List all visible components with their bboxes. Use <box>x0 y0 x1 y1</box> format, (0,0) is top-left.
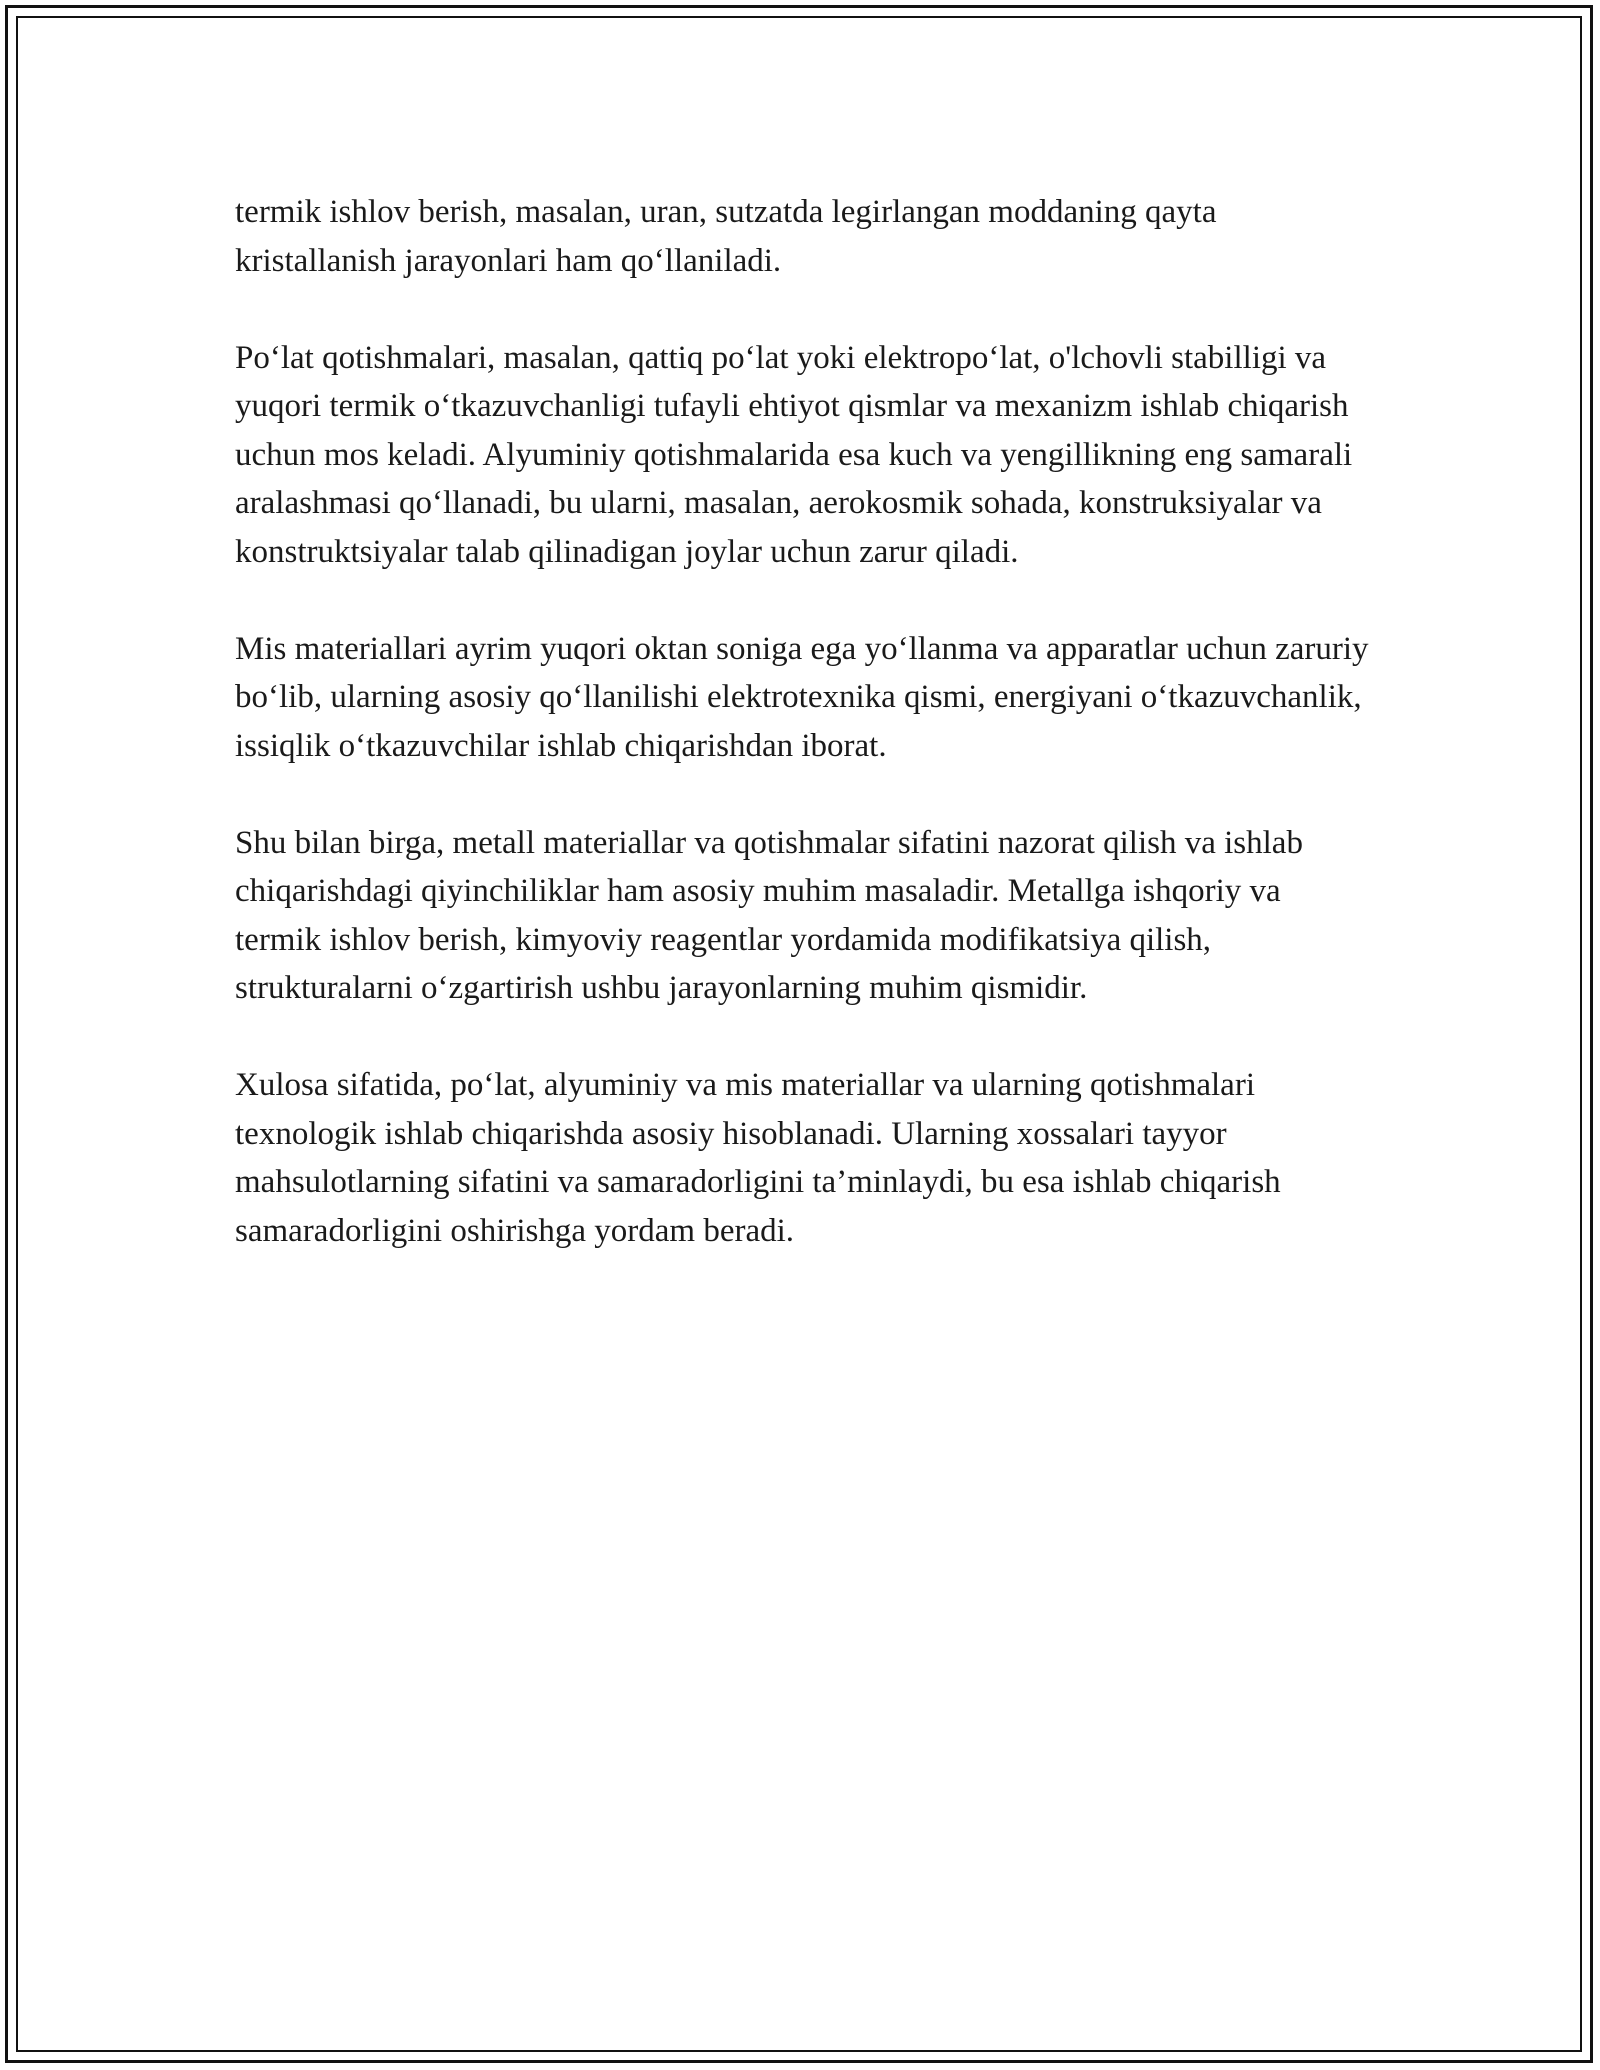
document-body <box>235 188 1375 1255</box>
paragraph-1: termik ishlov berish, masalan, uran, sutzatda legirlangan moddaning qayta kristallanish jarayonlari ham qo‘llaniladi. <box>235 194 1217 279</box>
paragraph-5: Xulosa sifatida, po‘lat, alyuminiy va mis materiallar va ularning qotishmalari texnologik ishlab chiqarishda asosiy hisoblanadi. Ularning xossalari tayyor mahsulotlarning sifatini va samaradorligini ta’minlaydi, bu esa ishlab chiqarish samaradorligini oshirishga yordam beradi. <box>235 1067 1281 1249</box>
paragraph-4: Shu bilan birga, metall materiallar va qotishmalar sifatini nazorat qilish va ishlab chiqarishdagi qiyinchiliklar ham asosiy muhim masaladir. Metallga ishqoriy va termik ishlov berish, kimyoviy reagentlar yordamida modifikatsiya qilish, strukturalarni o‘zgartirish ushbu jarayonlarning muhim qismidir. <box>235 824 1303 1006</box>
paragraph-2: Po‘lat qotishmalari, masalan, qattiq po‘lat yoki elektropo‘lat, o'lchovli stabilligi va yuqori termik o‘tkazuvchanligi tufayli ehtiyot qismlar va mexanizm ishlab chiqarish uchun mos keladi. Alyuminiy qotishmalarida esa kuch va yengillikning eng samarali aralashmasi qo‘llanadi, bu ularni, masalan, aerokosmik sohada, konstruksiyalar va konstruktsiyalar talab qilinadigan joylar uchun zarur qiladi. <box>235 339 1353 570</box>
paragraph-3: Mis materiallari ayrim yuqori oktan soniga ega yo‘llanma va apparatlar uchun zaruriy bo‘lib, ularning asosiy qo‘llanilishi elektrotexnika qismi, energiyani o‘tkazuvchanlik, issiqlik o‘tkazuvchilar ishlab chiqarishdan iborat. <box>235 630 1369 764</box>
